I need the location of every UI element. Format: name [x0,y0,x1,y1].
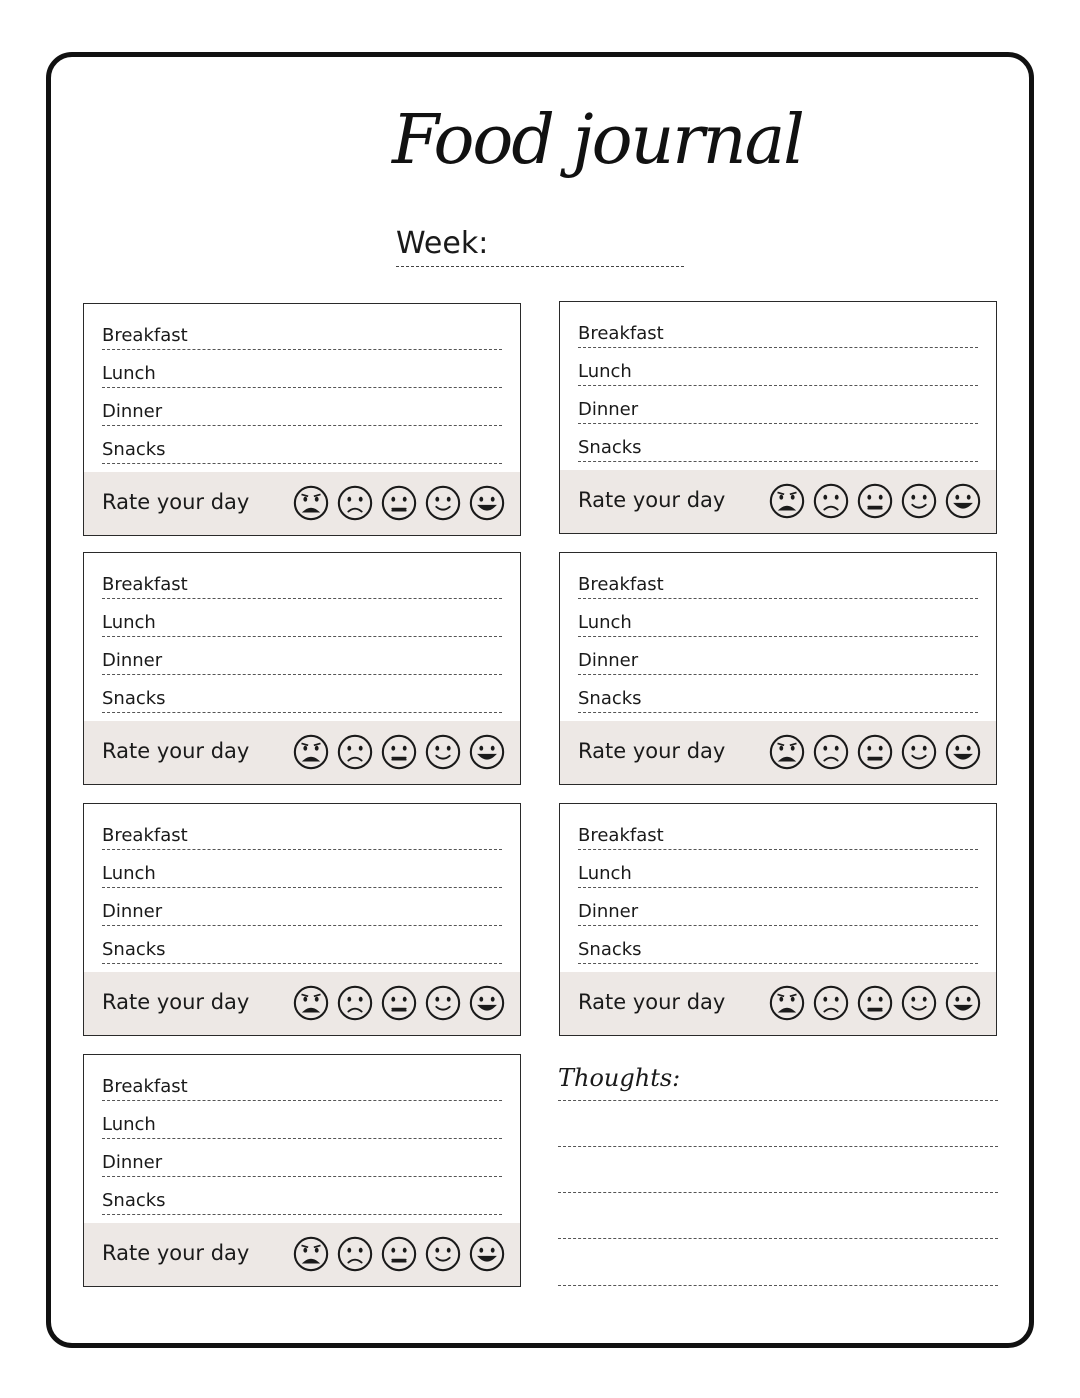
meal-row-breakfast[interactable] [578,310,978,348]
rate-your-day-bar [560,721,996,784]
rate-your-day-bar [84,972,520,1035]
rate-your-day-label: Rate your day [102,990,250,1014]
happy-face-icon[interactable] [468,1235,506,1273]
page-title-text: Food journal [392,101,803,180]
happy-face-icon[interactable] [944,733,982,771]
rating-faces [768,733,982,773]
meal-row-breakfast[interactable] [578,812,978,850]
rate-your-day-label: Rate your day [578,739,726,763]
sad-face-icon[interactable] [336,984,374,1022]
rate-your-day-label: Rate your day [578,488,726,512]
day-card [83,1054,521,1287]
meal-row-dinner[interactable] [578,386,978,424]
week-label: Week: [396,226,489,261]
smile-face-icon[interactable] [424,1235,462,1273]
very-sad-face-icon[interactable] [292,733,330,771]
smile-face-icon[interactable] [900,984,938,1022]
week-input-line[interactable] [396,266,684,267]
thoughts-line[interactable] [558,1146,998,1147]
smile-face-icon[interactable] [900,733,938,771]
meal-row-lunch[interactable] [578,599,978,637]
meal-label: Dinner [578,901,639,922]
very-sad-face-icon[interactable] [768,984,806,1022]
happy-face-icon[interactable] [468,484,506,522]
neutral-face-icon[interactable] [856,482,894,520]
rate-your-day-label: Rate your day [102,1241,250,1265]
sad-face-icon[interactable] [812,984,850,1022]
very-sad-face-icon[interactable] [292,484,330,522]
meal-row-lunch[interactable] [578,348,978,386]
meal-row-dinner[interactable] [578,637,978,675]
meal-label: Breakfast [102,574,188,595]
sad-face-icon[interactable] [336,484,374,522]
very-sad-face-icon[interactable] [292,1235,330,1273]
sad-face-icon[interactable] [336,1235,374,1273]
meal-row-lunch[interactable] [102,1101,502,1139]
smile-face-icon[interactable] [900,482,938,520]
meal-label: Lunch [578,612,632,633]
meal-label: Dinner [102,1152,163,1173]
meal-row-snacks[interactable] [102,675,502,713]
meal-label: Breakfast [578,574,664,595]
thoughts-label: Thoughts: [558,1064,681,1092]
rating-faces [292,1235,506,1275]
meal-label: Snacks [102,688,166,709]
meal-row-breakfast[interactable] [102,812,502,850]
meal-label: Snacks [578,939,642,960]
meal-label: Lunch [102,1114,156,1135]
meal-row-dinner[interactable] [578,888,978,926]
meal-label: Breakfast [578,825,664,846]
meal-row-lunch[interactable] [578,850,978,888]
meal-row-dinner[interactable] [102,1139,502,1177]
smile-face-icon[interactable] [424,984,462,1022]
rating-faces [292,733,506,773]
very-sad-face-icon[interactable] [768,733,806,771]
rate-your-day-bar [560,972,996,1035]
meal-row-snacks[interactable] [102,1177,502,1215]
meal-label: Lunch [578,361,632,382]
day-card [559,803,997,1036]
meal-label: Dinner [102,401,163,422]
meal-label: Lunch [102,363,156,384]
meal-label: Breakfast [102,1076,188,1097]
meal-label: Snacks [578,688,642,709]
meal-row-snacks[interactable] [578,424,978,462]
meal-label: Lunch [102,863,156,884]
very-sad-face-icon[interactable] [292,984,330,1022]
meal-label: Dinner [102,901,163,922]
meal-row-dinner[interactable] [102,888,502,926]
rate-your-day-bar [560,470,996,533]
meal-row-breakfast[interactable] [102,1063,502,1101]
rate-your-day-label: Rate your day [102,490,250,514]
meal-row-dinner[interactable] [102,637,502,675]
meal-label: Snacks [102,439,166,460]
rate-your-day-label: Rate your day [578,990,726,1014]
meal-row-dinner[interactable] [102,388,502,426]
neutral-face-icon[interactable] [380,484,418,522]
meal-row-breakfast[interactable] [578,561,978,599]
meal-label: Breakfast [102,825,188,846]
meal-label: Dinner [102,650,163,671]
day-card [83,552,521,785]
sad-face-icon[interactable] [336,733,374,771]
meal-label: Snacks [578,437,642,458]
thoughts-line[interactable] [558,1192,998,1193]
happy-face-icon[interactable] [468,733,506,771]
thoughts-line[interactable] [558,1238,998,1239]
meal-label: Breakfast [578,323,664,344]
meal-label: Dinner [578,650,639,671]
meal-label: Breakfast [102,325,188,346]
happy-face-icon[interactable] [468,984,506,1022]
meal-row-lunch[interactable] [102,850,502,888]
smile-face-icon[interactable] [424,733,462,771]
meal-label: Dinner [578,399,639,420]
rating-faces [292,984,506,1024]
meal-row-snacks[interactable] [102,426,502,464]
meal-row-breakfast[interactable] [102,561,502,599]
meal-row-snacks[interactable] [102,926,502,964]
neutral-face-icon[interactable] [380,1235,418,1273]
thoughts-line[interactable] [558,1285,998,1286]
rating-faces [292,484,506,524]
meal-label: Snacks [102,939,166,960]
rate-your-day-bar [84,1223,520,1286]
meal-row-lunch[interactable] [102,599,502,637]
rate-your-day-label: Rate your day [102,739,250,763]
neutral-face-icon[interactable] [380,733,418,771]
page-title [392,86,803,232]
meal-label: Snacks [102,1190,166,1211]
rating-faces [768,482,982,522]
day-card [559,301,997,534]
day-card [83,303,521,536]
rate-your-day-bar [84,472,520,535]
rate-your-day-bar [84,721,520,784]
meal-row-lunch[interactable] [102,350,502,388]
day-card [559,552,997,785]
sad-face-icon[interactable] [812,733,850,771]
sad-face-icon[interactable] [812,482,850,520]
smile-face-icon[interactable] [424,484,462,522]
meal-row-snacks[interactable] [578,675,978,713]
neutral-face-icon[interactable] [856,733,894,771]
meal-label: Lunch [102,612,156,633]
meal-row-snacks[interactable] [578,926,978,964]
happy-face-icon[interactable] [944,984,982,1022]
happy-face-icon[interactable] [944,482,982,520]
thoughts-line[interactable] [558,1100,998,1101]
neutral-face-icon[interactable] [856,984,894,1022]
day-card [83,803,521,1036]
very-sad-face-icon[interactable] [768,482,806,520]
meal-label: Lunch [578,863,632,884]
rating-faces [768,984,982,1024]
neutral-face-icon[interactable] [380,984,418,1022]
meal-row-breakfast[interactable] [102,312,502,350]
